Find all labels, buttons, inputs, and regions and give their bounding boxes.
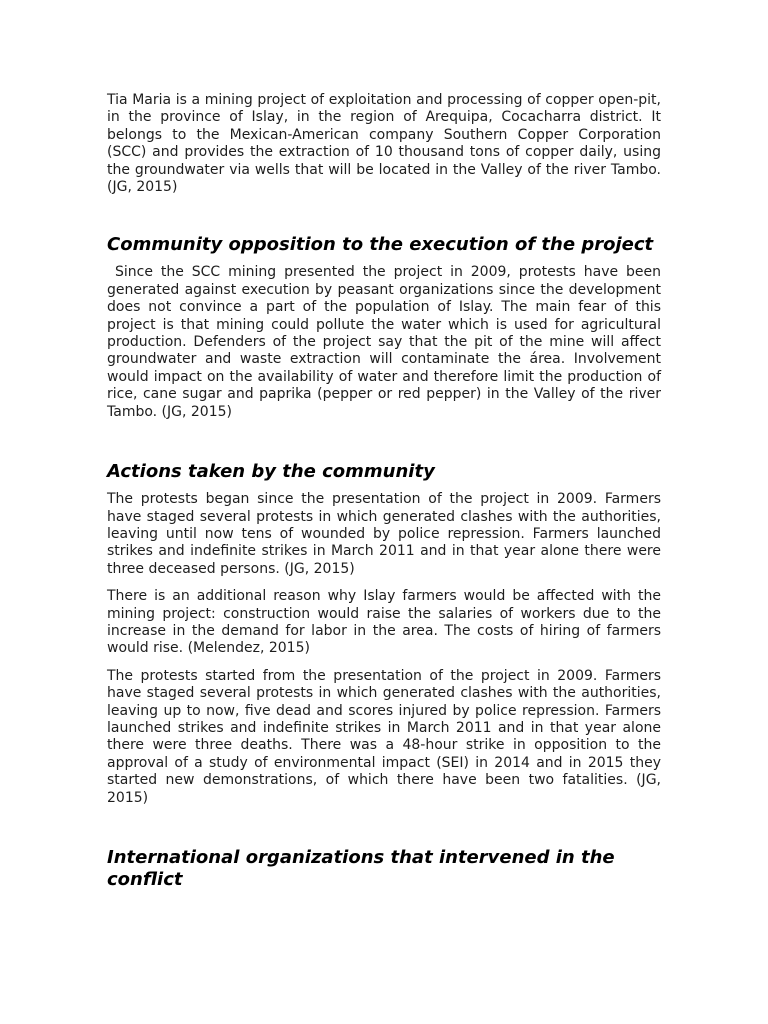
heading-community-opposition: Community opposition to the execution of the project [107,234,654,256]
document-page [107,92,661,891]
heading-international-organizations: International organizations that intervened in the conflict [107,847,615,890]
actions-paragraph-1: The protests began since the presentation of the project in 2009. Farmers have staged several protests in which generated clashes with the authorities, leaving until now tens of wounded by police repression. Farmers launched strikes and indefinite strikes in March 2011 and in that year alone there were three deceased persons. (JG, 2015) [107,491,661,577]
community-opposition-paragraph: Since the SCC mining presented the project in 2009, protests have been generated against execution by peasant organizations since the development does not convince a part of the population of Islay. The main fear of this project is that mining could pollute the water which is used for agricultural production. Defenders of the project say that the pit of the mine will affect groundwater and waste extraction will contaminate the área. Involvement would impact on the availability of water and therefore limit the production of rice, cane sugar and paprika (pepper or red pepper) in the Valley of the river Tambo. (JG, 2015) [107,264,661,420]
actions-paragraph-3: The protests started from the presentation of the project in 2009. Farmers have staged several protests in which generated clashes with the authorities, leaving up to now, five dead and scores injured by police repression. Farmers launched strikes and indefinite strikes in March 2011 and in that year alone there were three deaths. There was a 48-hour strike in opposition to the approval of a study of environmental impact (SEI) in 2014 and in 2015 they started new demonstrations, of which there have been two fatalities. (JG, 2015) [107,667,661,806]
heading-actions-taken: Actions taken by the community [107,461,435,483]
intro-paragraph: Tia Maria is a mining project of exploitation and processing of copper open-pit, in the province of Islay, in the region of Arequipa, Cocacharra district. It belongs to the Mexican-American company Southern Copper Corporation (SCC) and provides the extraction of 10 thousand tons of copper daily, using the groundwater via wells that will be located in the Valley of the river Tambo. (JG, 2015) [107,92,661,196]
actions-paragraph-2: There is an additional reason why Islay farmers would be affected with the mining project: construction would raise the salaries of workers due to the increase in the demand for labor in the area. The costs of hiring of farmers would rise. (Melendez, 2015) [107,588,661,657]
